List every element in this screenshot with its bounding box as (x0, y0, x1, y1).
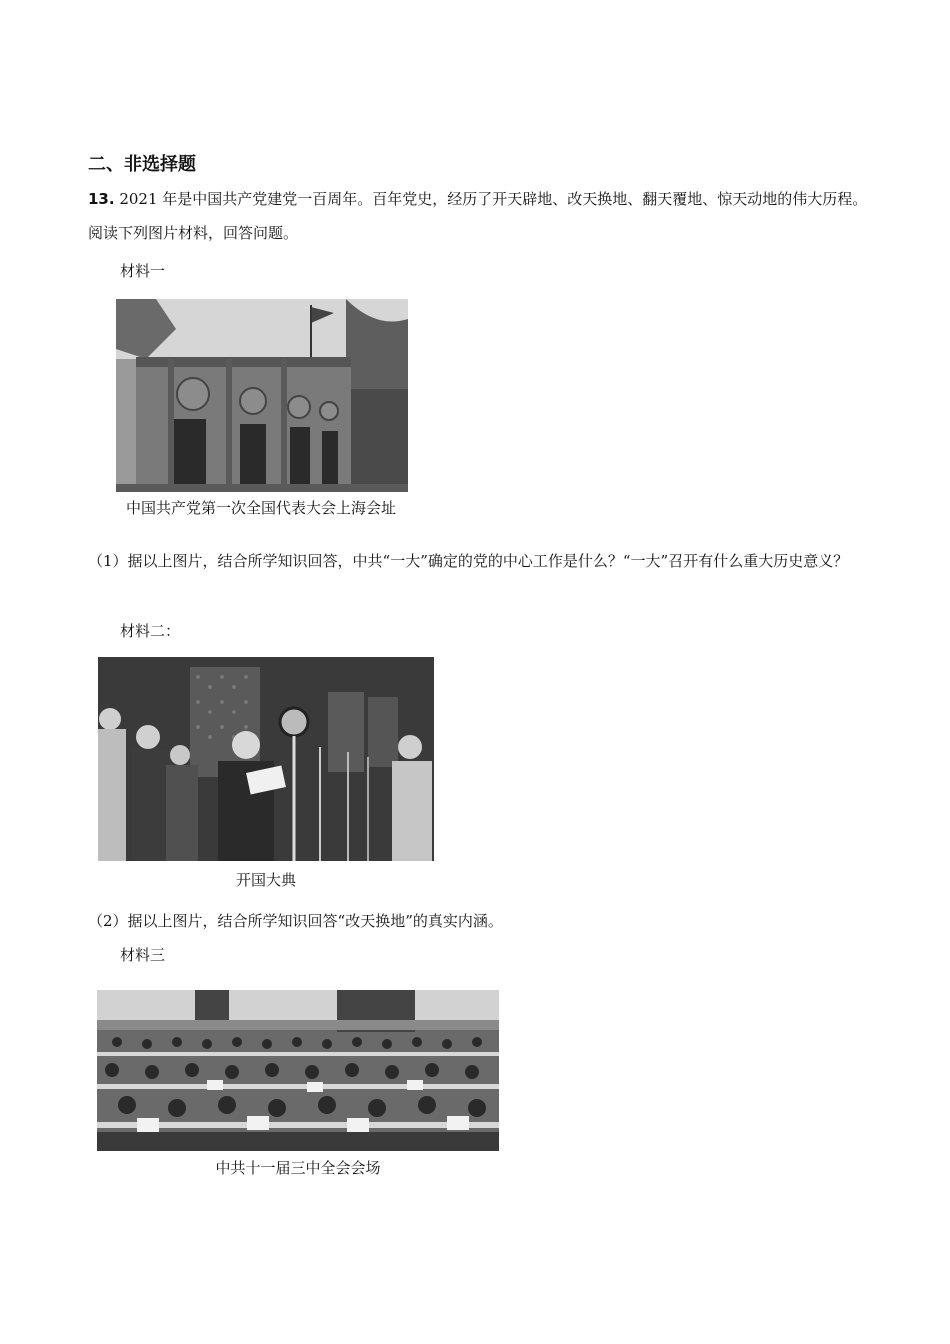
material-3-label: 材料三 (120, 946, 166, 964)
sub-question-1: （1）据以上图片，结合所学知识回答，中共“一大”确定的党的中心工作是什么？“一大”召开有什么重大历史意义？ (88, 552, 849, 570)
question-intro: 2021 年是中国共产党建党一百周年。百年党史，经历了开天辟地、改天换地、翻天覆地、惊天动地的伟大历程。阅读下列图片材料，回答问题。 (88, 190, 868, 242)
material-2-photo (98, 657, 434, 861)
material-3-photo (97, 990, 499, 1151)
material-3-caption: 中共十一届三中全会会场 (215, 1159, 381, 1177)
question-13 (88, 182, 868, 250)
sub-question-2: （2）据以上图片，结合所学知识回答“改天换地”的真实内涵。 (88, 912, 503, 930)
material-1-caption: 中国共产党第一次全国代表大会上海会址 (125, 499, 396, 517)
section-title: 二、非选择题 (88, 154, 196, 175)
material-2-caption: 开国大典 (235, 871, 296, 889)
material-1-label: 材料一 (120, 262, 166, 280)
question-number: 13. (88, 190, 115, 208)
material-1-photo (116, 299, 408, 492)
third-plenum-hall-image (97, 990, 499, 1151)
material-2-label: 材料二： (120, 622, 181, 640)
shanghai-site-image (116, 299, 408, 492)
founding-ceremony-image (98, 657, 434, 861)
